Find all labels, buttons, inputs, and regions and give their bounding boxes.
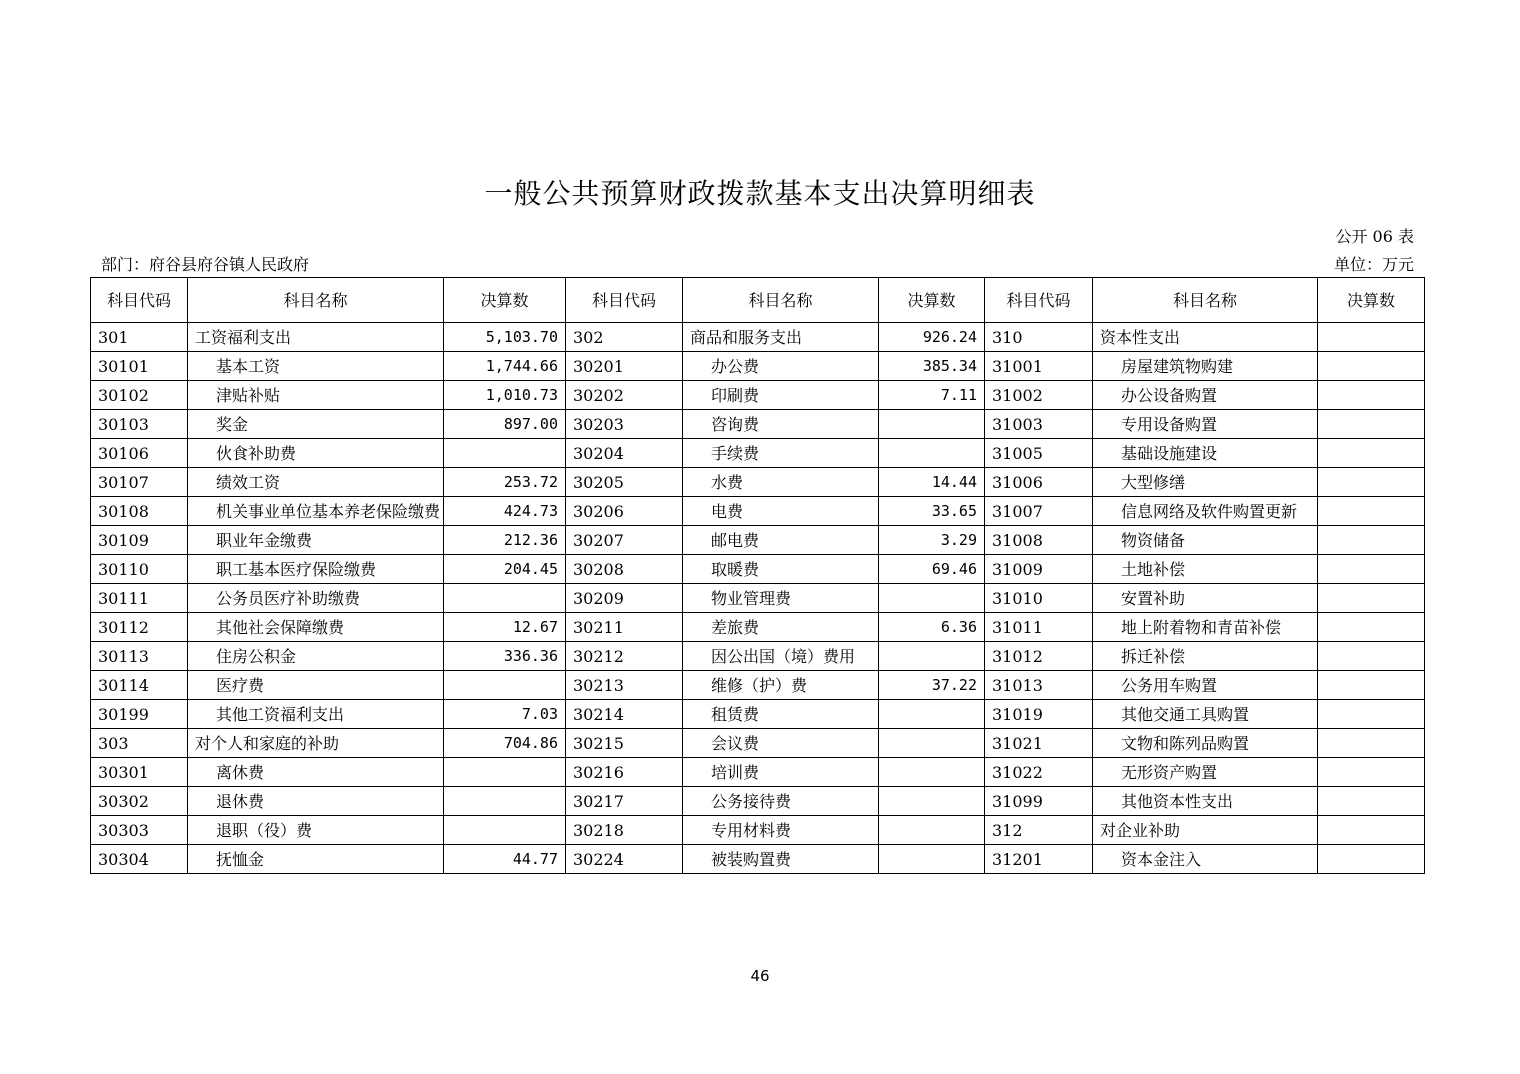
final-amount-cell: 44.77 xyxy=(444,845,566,874)
final-amount-cell xyxy=(1318,787,1425,816)
table-row xyxy=(91,642,1425,671)
subject-code-cell: 30216 xyxy=(566,758,683,787)
subject-name-cell: 电费 xyxy=(683,497,879,526)
subject-code-cell: 302 xyxy=(566,323,683,352)
table-row xyxy=(91,787,1425,816)
table-body xyxy=(91,323,1425,874)
final-amount-cell: 12.67 xyxy=(444,613,566,642)
final-amount-cell: 1,744.66 xyxy=(444,352,566,381)
subject-code-cell: 31005 xyxy=(985,439,1093,468)
final-amount-cell xyxy=(1318,555,1425,584)
subject-code-cell: 31003 xyxy=(985,410,1093,439)
table-row xyxy=(91,584,1425,613)
final-amount-cell xyxy=(1318,816,1425,845)
subject-code-cell: 30101 xyxy=(91,352,188,381)
header-cell: 科目代码 xyxy=(566,278,683,323)
subject-name-cell: 住房公积金 xyxy=(188,642,444,671)
subject-code-cell: 30215 xyxy=(566,729,683,758)
subject-name-cell: 会议费 xyxy=(683,729,879,758)
table-row xyxy=(91,758,1425,787)
table-row xyxy=(91,468,1425,497)
header-cell: 科目名称 xyxy=(683,278,879,323)
final-amount-cell xyxy=(1318,700,1425,729)
final-amount-cell xyxy=(1318,497,1425,526)
table-row xyxy=(91,526,1425,555)
subject-code-cell: 30103 xyxy=(91,410,188,439)
header-cell: 决算数 xyxy=(879,278,985,323)
header-cell: 科目名称 xyxy=(1093,278,1318,323)
subject-name-cell: 专用设备购置 xyxy=(1093,410,1318,439)
final-amount-cell: 14.44 xyxy=(879,468,985,497)
table-row xyxy=(91,816,1425,845)
final-amount-cell xyxy=(444,439,566,468)
subject-code-cell: 31009 xyxy=(985,555,1093,584)
final-amount-cell xyxy=(1318,410,1425,439)
final-amount-cell xyxy=(879,642,985,671)
final-amount-cell: 424.73 xyxy=(444,497,566,526)
final-amount-cell: 7.11 xyxy=(879,381,985,410)
subject-name-cell: 对个人和家庭的补助 xyxy=(188,729,444,758)
table-row xyxy=(91,671,1425,700)
subject-name-cell: 其他社会保障缴费 xyxy=(188,613,444,642)
subject-name-cell: 其他工资福利支出 xyxy=(188,700,444,729)
subject-code-cell: 31011 xyxy=(985,613,1093,642)
subject-code-cell: 30199 xyxy=(91,700,188,729)
subject-name-cell: 土地补偿 xyxy=(1093,555,1318,584)
subject-name-cell: 大型修缮 xyxy=(1093,468,1318,497)
final-amount-cell: 212.36 xyxy=(444,526,566,555)
subject-name-cell: 商品和服务支出 xyxy=(683,323,879,352)
subject-code-cell: 30224 xyxy=(566,845,683,874)
final-amount-cell xyxy=(879,700,985,729)
final-amount-cell: 385.34 xyxy=(879,352,985,381)
final-amount-cell xyxy=(1318,642,1425,671)
subject-name-cell: 地上附着物和青苗补偿 xyxy=(1093,613,1318,642)
subject-code-cell: 312 xyxy=(985,816,1093,845)
subject-name-cell: 基础设施建设 xyxy=(1093,439,1318,468)
subject-name-cell: 物业管理费 xyxy=(683,584,879,613)
table-row xyxy=(91,410,1425,439)
table-row xyxy=(91,439,1425,468)
subject-name-cell: 机关事业单位基本养老保险缴费 xyxy=(188,497,444,526)
table-row xyxy=(91,381,1425,410)
final-amount-cell xyxy=(1318,729,1425,758)
subject-name-cell: 资本金注入 xyxy=(1093,845,1318,874)
subject-name-cell: 医疗费 xyxy=(188,671,444,700)
subject-name-cell: 咨询费 xyxy=(683,410,879,439)
subject-code-cell: 31002 xyxy=(985,381,1093,410)
subject-name-cell: 邮电费 xyxy=(683,526,879,555)
final-amount-cell xyxy=(1318,845,1425,874)
final-amount-cell xyxy=(1318,468,1425,497)
table-header-row xyxy=(91,278,1425,323)
final-amount-cell xyxy=(879,584,985,613)
subject-name-cell: 租赁费 xyxy=(683,700,879,729)
final-amount-cell xyxy=(444,671,566,700)
subject-code-cell: 30213 xyxy=(566,671,683,700)
page-number: 46 xyxy=(750,967,770,985)
subject-code-cell: 30303 xyxy=(91,816,188,845)
subject-code-cell: 30212 xyxy=(566,642,683,671)
subject-name-cell: 奖金 xyxy=(188,410,444,439)
subject-code-cell: 31019 xyxy=(985,700,1093,729)
final-amount-cell: 704.86 xyxy=(444,729,566,758)
subject-name-cell: 差旅费 xyxy=(683,613,879,642)
subject-code-cell: 30214 xyxy=(566,700,683,729)
subject-name-cell: 退休费 xyxy=(188,787,444,816)
subject-code-cell: 30113 xyxy=(91,642,188,671)
final-amount-cell xyxy=(444,816,566,845)
subject-code-cell: 31001 xyxy=(985,352,1093,381)
subject-code-cell: 31006 xyxy=(985,468,1093,497)
subject-code-cell: 30203 xyxy=(566,410,683,439)
subject-code-cell: 30106 xyxy=(91,439,188,468)
subject-name-cell: 手续费 xyxy=(683,439,879,468)
subject-code-cell: 31201 xyxy=(985,845,1093,874)
subject-name-cell: 职工基本医疗保险缴费 xyxy=(188,555,444,584)
subject-code-cell: 31021 xyxy=(985,729,1093,758)
subject-name-cell: 公务用车购置 xyxy=(1093,671,1318,700)
header-cell: 决算数 xyxy=(1318,278,1425,323)
table-row xyxy=(91,613,1425,642)
final-amount-cell: 69.46 xyxy=(879,555,985,584)
subject-code-cell: 30304 xyxy=(91,845,188,874)
subject-name-cell: 资本性支出 xyxy=(1093,323,1318,352)
final-amount-cell: 253.72 xyxy=(444,468,566,497)
table-row xyxy=(91,845,1425,874)
subject-code-cell: 30208 xyxy=(566,555,683,584)
final-amount-cell: 204.45 xyxy=(444,555,566,584)
subject-name-cell: 培训费 xyxy=(683,758,879,787)
final-amount-cell: 1,010.73 xyxy=(444,381,566,410)
subject-name-cell: 被装购置费 xyxy=(683,845,879,874)
subject-name-cell: 维修（护）费 xyxy=(683,671,879,700)
subject-name-cell: 绩效工资 xyxy=(188,468,444,497)
final-amount-cell: 926.24 xyxy=(879,323,985,352)
subject-name-cell: 公务接待费 xyxy=(683,787,879,816)
final-amount-cell xyxy=(1318,758,1425,787)
table-row xyxy=(91,700,1425,729)
final-amount-cell xyxy=(1318,352,1425,381)
subject-name-cell: 水费 xyxy=(683,468,879,497)
table-row xyxy=(91,729,1425,758)
final-amount-cell xyxy=(879,787,985,816)
table-row xyxy=(91,555,1425,584)
subject-name-cell: 伙食补助费 xyxy=(188,439,444,468)
subject-name-cell: 文物和陈列品购置 xyxy=(1093,729,1318,758)
final-amount-cell xyxy=(1318,439,1425,468)
header-cell: 科目名称 xyxy=(188,278,444,323)
subject-code-cell: 30206 xyxy=(566,497,683,526)
final-amount-cell xyxy=(1318,526,1425,555)
subject-code-cell: 303 xyxy=(91,729,188,758)
final-amount-cell xyxy=(1318,613,1425,642)
final-amount-cell: 3.29 xyxy=(879,526,985,555)
final-amount-cell xyxy=(1318,584,1425,613)
subject-name-cell: 无形资产购置 xyxy=(1093,758,1318,787)
final-amount-cell: 7.03 xyxy=(444,700,566,729)
subject-code-cell: 30217 xyxy=(566,787,683,816)
subject-name-cell: 津贴补贴 xyxy=(188,381,444,410)
subject-name-cell: 离休费 xyxy=(188,758,444,787)
final-amount-cell xyxy=(879,729,985,758)
final-amount-cell: 897.00 xyxy=(444,410,566,439)
subject-name-cell: 职业年金缴费 xyxy=(188,526,444,555)
subject-code-cell: 30107 xyxy=(91,468,188,497)
final-amount-cell xyxy=(444,584,566,613)
subject-code-cell: 31022 xyxy=(985,758,1093,787)
table-row xyxy=(91,497,1425,526)
final-amount-cell xyxy=(444,758,566,787)
subject-code-cell: 30209 xyxy=(566,584,683,613)
subject-code-cell: 30111 xyxy=(91,584,188,613)
final-amount-cell: 37.22 xyxy=(879,671,985,700)
subject-code-cell: 31012 xyxy=(985,642,1093,671)
final-amount-cell xyxy=(1318,323,1425,352)
subject-code-cell: 31013 xyxy=(985,671,1093,700)
subject-name-cell: 其他交通工具购置 xyxy=(1093,700,1318,729)
subject-code-cell: 31010 xyxy=(985,584,1093,613)
subject-code-cell: 30110 xyxy=(91,555,188,584)
subject-code-cell: 30108 xyxy=(91,497,188,526)
subject-code-cell: 30201 xyxy=(566,352,683,381)
subject-name-cell: 专用材料费 xyxy=(683,816,879,845)
subject-name-cell: 办公费 xyxy=(683,352,879,381)
subject-code-cell: 30114 xyxy=(91,671,188,700)
subject-code-cell: 30302 xyxy=(91,787,188,816)
subject-name-cell: 物资储备 xyxy=(1093,526,1318,555)
subject-name-cell: 安置补助 xyxy=(1093,584,1318,613)
final-amount-cell: 6.36 xyxy=(879,613,985,642)
final-amount-cell: 336.36 xyxy=(444,642,566,671)
subject-code-cell: 30207 xyxy=(566,526,683,555)
final-amount-cell xyxy=(1318,671,1425,700)
final-amount-cell: 5,103.70 xyxy=(444,323,566,352)
form-number: 公开 06 表 xyxy=(1335,227,1414,246)
final-amount-cell xyxy=(879,439,985,468)
subject-code-cell: 30211 xyxy=(566,613,683,642)
subject-code-cell: 301 xyxy=(91,323,188,352)
final-amount-cell xyxy=(879,816,985,845)
final-amount-cell xyxy=(444,787,566,816)
subject-code-cell: 31099 xyxy=(985,787,1093,816)
subject-code-cell: 31008 xyxy=(985,526,1093,555)
expenditure-table xyxy=(90,277,1425,874)
header-cell: 科目代码 xyxy=(91,278,188,323)
subject-name-cell: 印刷费 xyxy=(683,381,879,410)
subject-name-cell: 办公设备购置 xyxy=(1093,381,1318,410)
subject-name-cell: 因公出国（境）费用 xyxy=(683,642,879,671)
table-row xyxy=(91,352,1425,381)
subject-code-cell: 30102 xyxy=(91,381,188,410)
subject-name-cell: 基本工资 xyxy=(188,352,444,381)
subject-code-cell: 30218 xyxy=(566,816,683,845)
subject-code-cell: 30112 xyxy=(91,613,188,642)
final-amount-cell: 33.65 xyxy=(879,497,985,526)
subject-name-cell: 信息网络及软件购置更新 xyxy=(1093,497,1318,526)
final-amount-cell xyxy=(879,758,985,787)
subject-name-cell: 退职（役）费 xyxy=(188,816,444,845)
subject-code-cell: 30109 xyxy=(91,526,188,555)
subject-name-cell: 其他资本性支出 xyxy=(1093,787,1318,816)
page-title: 一般公共预算财政拨款基本支出决算明细表 xyxy=(484,177,1036,210)
subject-name-cell: 对企业补助 xyxy=(1093,816,1318,845)
subject-name-cell: 抚恤金 xyxy=(188,845,444,874)
final-amount-cell xyxy=(1318,381,1425,410)
subject-code-cell: 30205 xyxy=(566,468,683,497)
subject-name-cell: 公务员医疗补助缴费 xyxy=(188,584,444,613)
subject-name-cell: 房屋建筑物购建 xyxy=(1093,352,1318,381)
subject-code-cell: 31007 xyxy=(985,497,1093,526)
subject-code-cell: 30202 xyxy=(566,381,683,410)
header-cell: 决算数 xyxy=(444,278,566,323)
subject-name-cell: 工资福利支出 xyxy=(188,323,444,352)
unit-label: 单位：万元 xyxy=(1333,255,1414,274)
final-amount-cell xyxy=(879,410,985,439)
subject-code-cell: 30301 xyxy=(91,758,188,787)
final-amount-cell xyxy=(879,845,985,874)
subject-code-cell: 310 xyxy=(985,323,1093,352)
subject-name-cell: 拆迁补偿 xyxy=(1093,642,1318,671)
table-row xyxy=(91,323,1425,352)
department-label: 部门：府谷县府谷镇人民政府 xyxy=(101,255,310,274)
subject-code-cell: 30204 xyxy=(566,439,683,468)
subject-name-cell: 取暖费 xyxy=(683,555,879,584)
header-cell: 科目代码 xyxy=(985,278,1093,323)
